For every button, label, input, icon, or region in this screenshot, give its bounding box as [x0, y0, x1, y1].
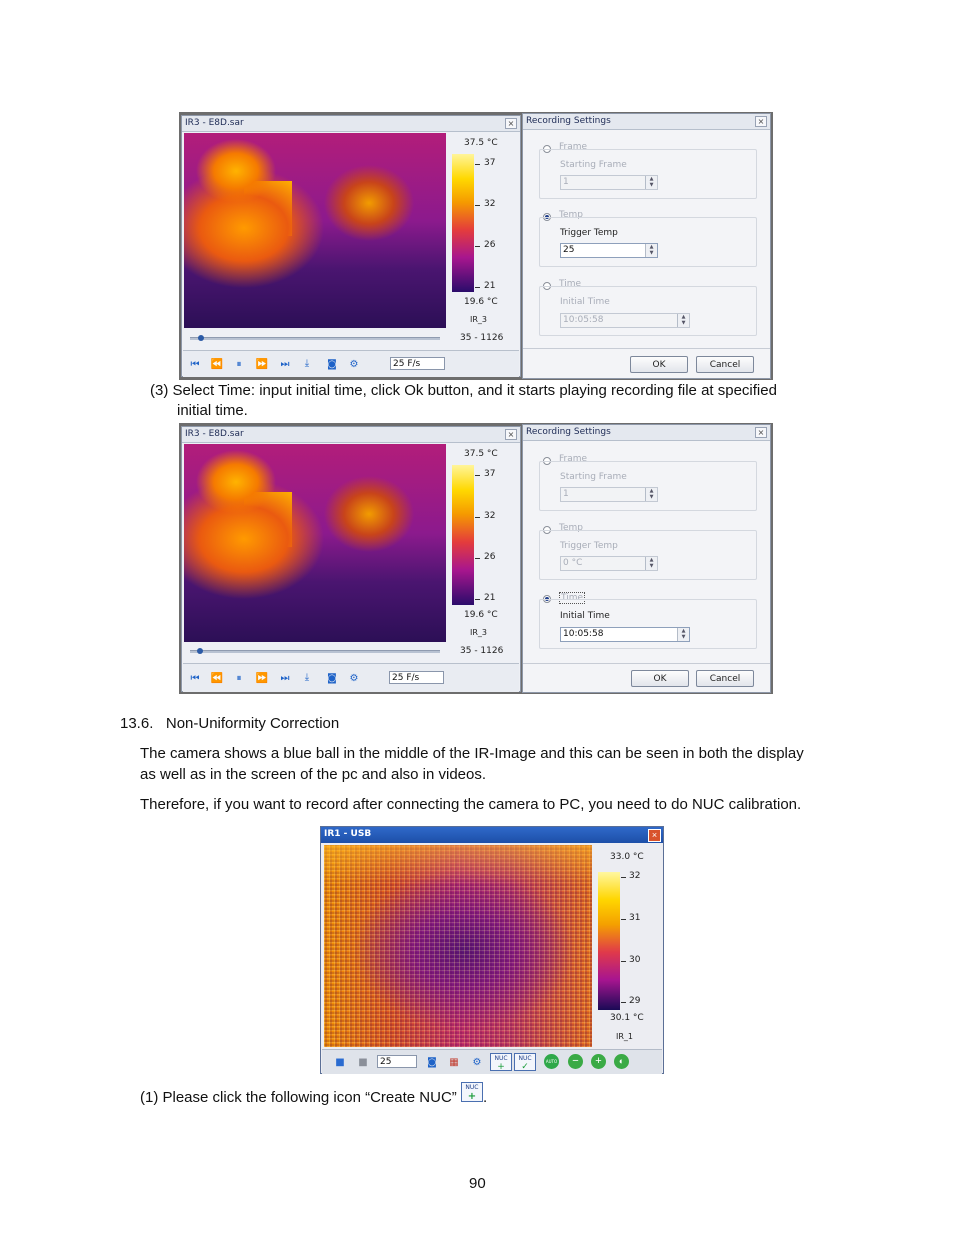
- create-nuc-inline-icon: NUC +: [461, 1082, 483, 1102]
- close-icon[interactable]: ×: [648, 829, 661, 842]
- section-heading: 13.6. Non-Uniformity Correction: [120, 715, 340, 732]
- min-temp: 19.6 °C: [464, 610, 498, 620]
- stop-icon[interactable]: ■: [358, 1056, 368, 1068]
- spinner-icon[interactable]: ▲ ▼: [645, 557, 657, 570]
- min-temp: 30.1 °C: [610, 1013, 644, 1023]
- recording-settings-screenshot-time: [179, 423, 773, 694]
- step1-text: [140, 1084, 488, 1108]
- starting-frame-label: Starting Frame: [560, 472, 627, 482]
- initial-time-label: Initial Time: [560, 297, 610, 307]
- scale-tick: [475, 599, 480, 600]
- scale-tick: [475, 517, 480, 518]
- paragraph-2: Therefore, if you want to record after connecting the camera to PC, you need to do NUC calibration.: [140, 796, 802, 813]
- rewind-icon[interactable]: ⏪: [210, 672, 224, 684]
- viewer-title: [182, 427, 520, 443]
- temperature-scale-bar: [452, 154, 474, 292]
- playback-slider[interactable]: [190, 337, 440, 340]
- dialog-separator: [523, 348, 770, 349]
- frame-group: [539, 461, 757, 511]
- settings-icon[interactable]: ⚙: [349, 358, 359, 370]
- rewind-icon[interactable]: ⏪: [210, 358, 224, 370]
- trigger-temp-label: Trigger Temp: [560, 228, 618, 238]
- scale-tick: [621, 919, 626, 920]
- step3-line2: initial time.: [177, 402, 248, 419]
- scale-tick: [475, 475, 480, 476]
- starting-frame-label: Starting Frame: [560, 160, 627, 170]
- tick-label: 30: [629, 955, 641, 965]
- apply-nuc-icon[interactable]: NUC ✓: [514, 1053, 536, 1071]
- skip-start-icon[interactable]: ⏮: [190, 358, 200, 370]
- temperature-scale-bar: [598, 872, 620, 1010]
- spinner-icon[interactable]: ▲ ▼: [645, 488, 657, 501]
- scale-tick: [475, 287, 480, 288]
- tick-label: 26: [484, 552, 496, 562]
- trigger-temp-field[interactable]: [560, 556, 658, 571]
- sensor-label: IR_1: [616, 1032, 634, 1041]
- viewer-title-text: IR3 - E8D.sar: [185, 429, 244, 439]
- tick-label: 37: [484, 469, 496, 479]
- dialog-title-text: Recording Settings: [526, 427, 611, 437]
- create-nuc-icon[interactable]: NUC +: [490, 1053, 512, 1071]
- spinner-icon[interactable]: ▲ ▼: [677, 314, 689, 327]
- tick-label: 32: [484, 199, 496, 209]
- settings-icon[interactable]: ⚙: [349, 672, 359, 684]
- fps-field[interactable]: 25: [377, 1055, 417, 1068]
- recording-settings-dialog: [522, 424, 771, 693]
- scale-tick: [475, 246, 480, 247]
- close-icon[interactable]: ×: [755, 427, 767, 438]
- thermal-image: [184, 444, 446, 642]
- camera-icon[interactable]: ◙: [327, 358, 337, 370]
- paragraph-1-line2: as well as in the screen of the pc and also in videos.: [140, 766, 487, 783]
- nuc-toolbar: [322, 1049, 662, 1074]
- starting-frame-field[interactable]: [560, 175, 658, 190]
- page-number: 90: [469, 1175, 486, 1192]
- temperature-scale-bar: [452, 465, 474, 605]
- video-camera-icon[interactable]: ■: [335, 1056, 345, 1068]
- spinner-icon[interactable]: ▲ ▼: [645, 244, 657, 257]
- cancel-button[interactable]: Cancel: [696, 670, 754, 687]
- recording-settings-dialog: [522, 113, 771, 379]
- pause-icon[interactable]: ⏸: [236, 672, 242, 684]
- tick-label: 29: [629, 996, 641, 1006]
- camera-icon[interactable]: ◙: [327, 672, 337, 684]
- scale-tick: [621, 877, 626, 878]
- pause-icon[interactable]: ⏸: [236, 358, 242, 370]
- initial-time-field[interactable]: [560, 313, 690, 328]
- min-temp: 19.6 °C: [464, 297, 498, 307]
- scale-tick: [621, 961, 626, 962]
- frame-group-title: Frame: [559, 142, 588, 152]
- initial-time-value: 10:05:58: [563, 315, 604, 325]
- zoom-out-icon[interactable]: −: [568, 1054, 583, 1069]
- close-icon[interactable]: ×: [755, 116, 767, 127]
- trigger-temp-value: 25: [563, 245, 575, 255]
- tick-label: 32: [484, 511, 496, 521]
- fast-forward-icon[interactable]: ⏩: [255, 358, 269, 370]
- step3-line1: (3) Select Time: input initial time, click Ok button, and it starts playing recording file at specified: [150, 382, 777, 399]
- close-icon[interactable]: ×: [505, 118, 517, 129]
- apply-nuc-label: NUC: [518, 1055, 532, 1062]
- max-temp: 37.5 °C: [464, 138, 498, 148]
- frame-range: 35 - 1126: [460, 333, 504, 343]
- dialog-separator: [523, 663, 770, 664]
- palette-icon[interactable]: ▦: [449, 1056, 459, 1068]
- fps-field[interactable]: 25 F/s: [390, 357, 445, 370]
- dialog-title: [523, 114, 770, 130]
- nuc-live-window: [320, 826, 664, 1074]
- slider-knob[interactable]: [198, 335, 204, 341]
- playback-toolbar: [183, 350, 519, 377]
- ir-viewer-window: [181, 426, 521, 692]
- create-nuc-label: NUC: [494, 1055, 508, 1062]
- max-temp: 33.0 °C: [610, 852, 644, 862]
- trigger-temp-value: 0 °C: [563, 558, 583, 568]
- frame-group: [539, 149, 757, 199]
- tick-label: 32: [629, 871, 641, 881]
- tick-label: 21: [484, 593, 496, 603]
- time-group-title: Time: [561, 593, 584, 603]
- step1-label: (1) Please click the following icon “Create NUC”: [140, 1089, 457, 1106]
- starting-frame-value: 1: [563, 177, 569, 187]
- playback-slider[interactable]: [190, 650, 440, 653]
- frame-range: 35 - 1126: [460, 646, 504, 656]
- tick-label: 26: [484, 240, 496, 250]
- ir-viewer-window: [181, 115, 521, 377]
- initial-time-field[interactable]: [560, 627, 690, 642]
- step-icon[interactable]: ⤓: [304, 671, 310, 683]
- starting-frame-field[interactable]: [560, 487, 658, 502]
- temp-group: [539, 217, 757, 267]
- scale-tick: [621, 1002, 626, 1003]
- auto-icon[interactable]: AUTO: [544, 1054, 559, 1069]
- inline-nuc-label: NUC: [465, 1084, 479, 1091]
- spinner-icon[interactable]: ▲ ▼: [645, 176, 657, 189]
- starting-frame-value: 1: [563, 489, 569, 499]
- scale-tick: [475, 205, 480, 206]
- step-icon[interactable]: ⤓: [304, 357, 310, 369]
- initial-time-value: 10:05:58: [563, 629, 604, 639]
- paragraph-1-line1: The camera shows a blue ball in the middle of the IR-Image and this can be seen in both the display: [140, 745, 804, 762]
- frame-group-title: Frame: [559, 454, 588, 464]
- viewer-title-text: IR3 - E8D.sar: [185, 118, 244, 128]
- cancel-button[interactable]: Cancel: [696, 356, 754, 373]
- fast-forward-icon[interactable]: ⏩: [255, 672, 269, 684]
- fps-field[interactable]: 25 F/s: [389, 671, 444, 684]
- playback-toolbar: [183, 663, 519, 692]
- sensor-label: IR_3: [470, 315, 488, 324]
- time-group-title: Time: [559, 279, 582, 289]
- step1-period: .: [482, 1089, 488, 1106]
- fit-icon[interactable]: ◐: [614, 1054, 629, 1069]
- skip-start-icon[interactable]: ⏮: [190, 672, 200, 684]
- max-temp: 37.5 °C: [464, 449, 498, 459]
- viewer-title: [182, 116, 520, 132]
- ok-button[interactable]: OK: [630, 356, 688, 373]
- dialog-title-text: Recording Settings: [526, 116, 611, 126]
- nuc-bright-edge: [324, 845, 592, 885]
- sensor-label: IR_3: [470, 628, 488, 637]
- trigger-temp-field[interactable]: [560, 243, 658, 258]
- close-icon[interactable]: ×: [505, 429, 517, 440]
- tick-label: 37: [484, 158, 496, 168]
- slider-knob[interactable]: [197, 648, 203, 654]
- initial-time-label: Initial Time: [560, 611, 610, 621]
- tick-label: 31: [629, 913, 641, 923]
- skip-end-icon[interactable]: ⏭: [280, 358, 290, 370]
- thermal-image: [184, 133, 446, 328]
- nuc-titlebar: [321, 827, 663, 843]
- temp-group-title: Temp: [559, 210, 583, 220]
- recording-settings-screenshot-temp: [179, 112, 773, 380]
- temp-group-title: Temp: [559, 523, 583, 533]
- tick-label: 21: [484, 281, 496, 291]
- zoom-in-icon[interactable]: +: [591, 1054, 606, 1069]
- settings-icon[interactable]: ⚙: [472, 1056, 482, 1068]
- ok-button[interactable]: OK: [631, 670, 689, 687]
- spinner-icon[interactable]: ▲ ▼: [677, 628, 689, 641]
- snapshot-icon[interactable]: ◙: [427, 1056, 437, 1068]
- nuc-window-title: IR1 - USB: [324, 829, 372, 839]
- scale-tick: [475, 164, 480, 165]
- scale-tick: [475, 558, 480, 559]
- skip-end-icon[interactable]: ⏭: [280, 672, 290, 684]
- time-group: [539, 286, 757, 336]
- trigger-temp-label: Trigger Temp: [560, 541, 618, 551]
- dialog-title: [523, 425, 770, 441]
- temp-group: [539, 530, 757, 580]
